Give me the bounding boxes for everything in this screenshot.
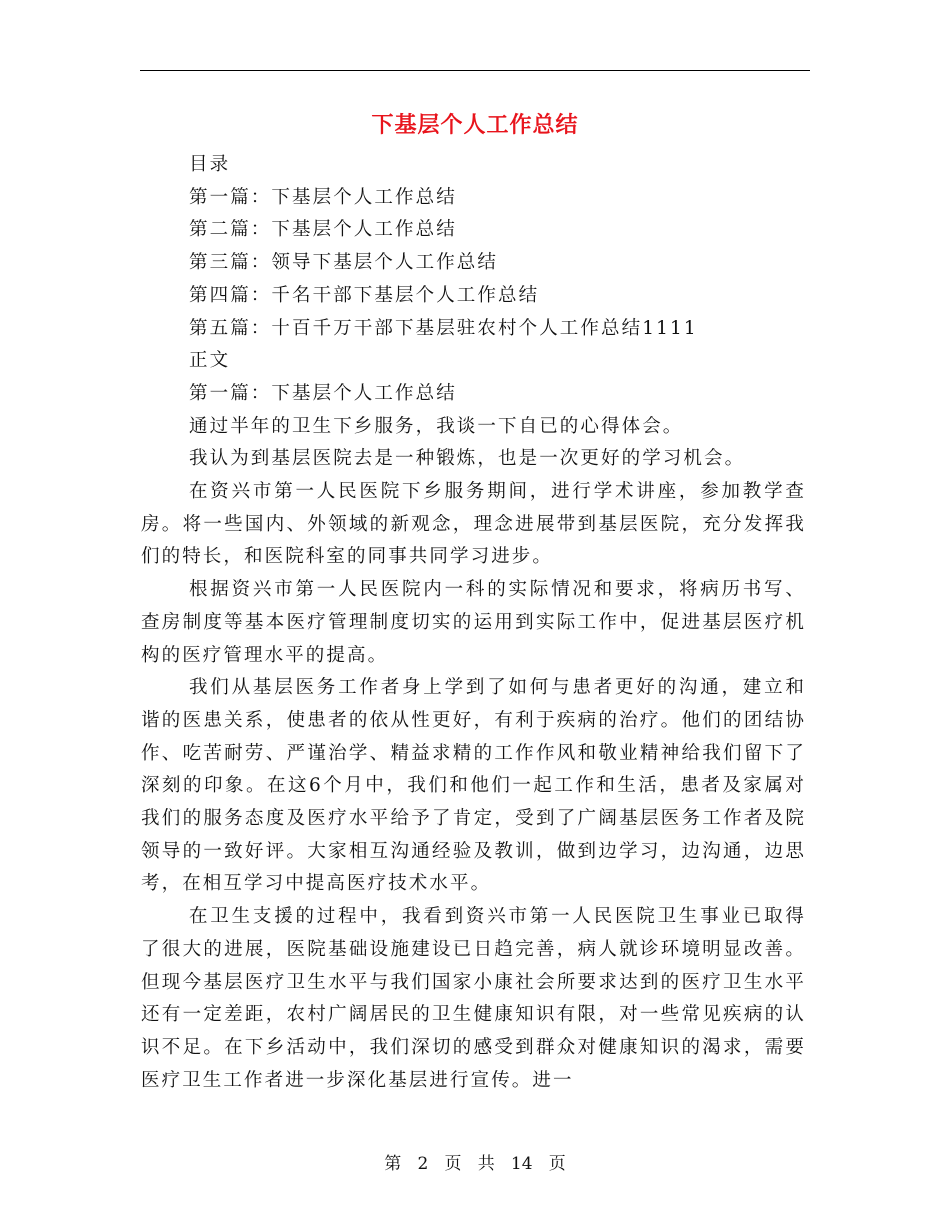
paragraph: 通过半年的卫生下乡服务，我谈一下自已的心得体会。: [189, 415, 684, 437]
paragraph: 在资兴市第一人民医院下乡服务期间，进行学术讲座，参加教学查房。将一些国内、外领域的新观念，理念进展带到基层医院，充分发挥我们的特长，和医院科室的同事共同学习进步。: [141, 481, 806, 568]
paragraph: 我们从基层医务工作者身上学到了如何与患者更好的沟通，建立和谐的医患关系，使患者的依从性更好，有利于疾病的治疗。他们的团结协作、吃苦耐劳、严谨治学、精益求精的工作作风和敬业精神给我们留下了深刻的印象。在这6个月中，我们和他们一起工作和生活，患者及家属对我们的服务态度及医疗水平给予了肯定，受到了广阔基层医务工作者及院领导的一致好评。大家相互沟通经验及教训，做到边学习，边沟通，边思考，在相互学习中提高医疗技术水平。: [141, 677, 806, 895]
toc-item-5: 第五篇：十百千万干部下基层驻农村个人工作总结1111: [189, 317, 698, 339]
footer-total-word: 共: [477, 1154, 495, 1174]
footer-page-unit: 页: [444, 1154, 462, 1174]
toc-item-2: 第二篇：下基层个人工作总结: [189, 219, 457, 241]
paragraph: 在卫生支援的过程中，我看到资兴市第一人民医院卫生事业已取得了很大的进展，医院基础设施建设已日趋完善，病人就诊环境明显改善。但现今基层医疗卫生水平与我们国家小康社会所要求达到的医疗卫生水平还有一定差距，农村广阔居民的卫生健康知识有限，对一些常见疾病的认识不足。在下乡活动中，我们深切的感受到群众对健康知识的渴求，需要医疗卫生工作者进一步深化基层进行宣传。进一: [141, 906, 806, 1091]
header-rule: [140, 70, 810, 71]
document-body: [141, 149, 806, 1097]
toc-item-3: 第三篇：领导下基层个人工作总结: [189, 252, 499, 274]
document-title: 下基层个人工作总结: [371, 112, 579, 138]
footer-total-pages: 14: [510, 1154, 533, 1174]
toc-item-4: 第四篇：千名干部下基层个人工作总结: [189, 284, 540, 306]
paragraph: 我认为到基层医院去是一种锻炼，也是一次更好的学习机会。: [189, 448, 746, 470]
toc-heading: 目录: [189, 154, 231, 175]
page-footer: [0, 1152, 950, 1176]
section-title: 第一篇：下基层个人工作总结: [189, 382, 457, 404]
body-heading: 正文: [189, 350, 231, 372]
footer-page-number: 2: [417, 1154, 429, 1174]
paragraph: 根据资兴市第一人民医院内一科的实际情况和要求，将病历书写、查房制度等基本医疗管理制度切实的运用到实际工作中，促进基层医疗机构的医疗管理水平的提高。: [141, 579, 806, 666]
toc-item-1: 第一篇：下基层个人工作总结: [189, 186, 457, 208]
footer-total-unit: 页: [548, 1154, 566, 1174]
footer-page-word: 第: [384, 1154, 402, 1174]
